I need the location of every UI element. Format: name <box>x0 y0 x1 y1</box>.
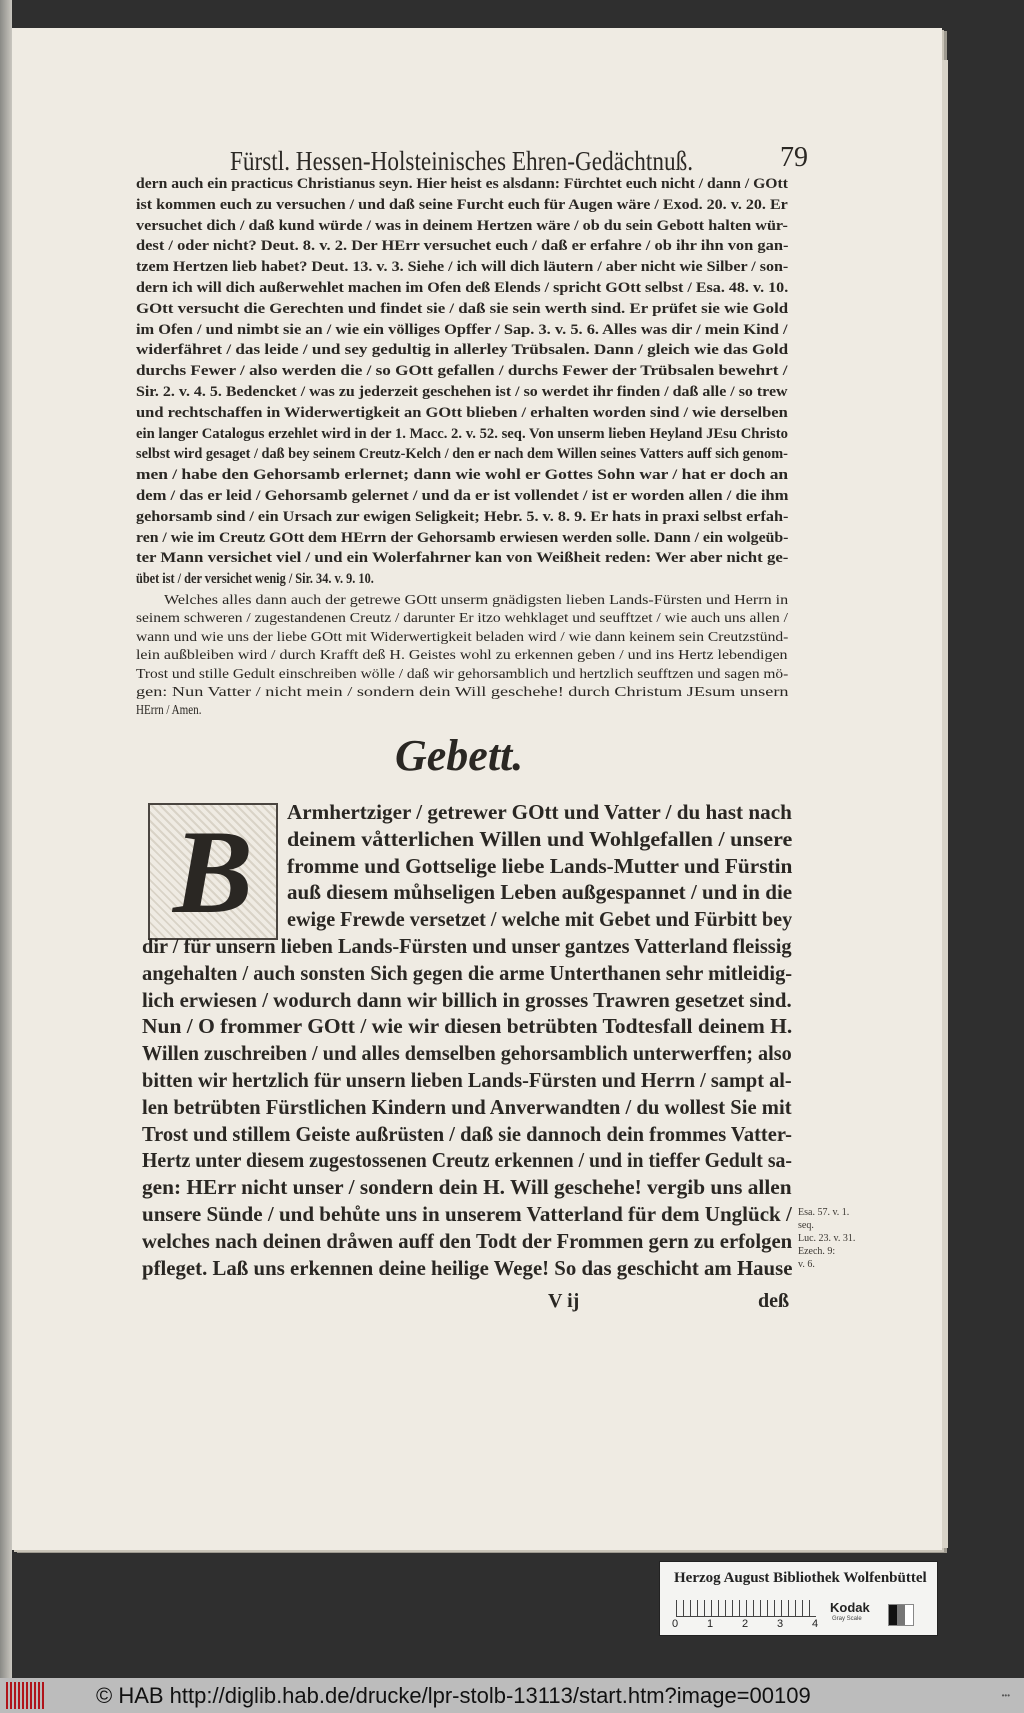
text-line: wann und wie uns der liebe GOtt mit Widerwertigkeit beladen wird / wie dann keinem sein Creutzstünd- <box>136 628 789 644</box>
ruler-number: 2 <box>742 1618 749 1630</box>
page-edge <box>942 60 948 1548</box>
text-line: im Ofen / und nimbt sie an / wie ein völliges Opffer / Sap. 3. v. 5. 6. Alles was dir / mein Kind / <box>136 321 788 338</box>
text-line: ein langer Catalogus erzehlet wird in der 1. Macc. 2. v. 52. seq. Von unserm lieben Heyland JEsu Christo <box>136 425 788 442</box>
text-line: dern ich will dich außerwehlet machen im Ofen deß Elends / spricht GOtt selbst / Esa. 48. v. 10. <box>136 280 789 296</box>
margin-notes <box>798 1206 855 1271</box>
text-line: Trost und stillem Geiste außrüsten / daß sie dannoch dein frommes Vatter- <box>142 1121 793 1146</box>
text-line: HErrn / Amen. <box>136 702 202 718</box>
text-line: ren / wie im Creutz GOtt dem HErrn der Gehorsamb erwiesen werden solle. Dann / ein wolgeüb- <box>136 529 789 546</box>
text-line: fromme und Gottselige liebe Lands-Mutter und Fürstin <box>287 853 793 878</box>
text-line: bitten wir hertzlich für unsern lieben Lands-Fürsten und Herrn / sampt al- <box>142 1068 792 1092</box>
text-line: und rechtschaffen in Widerwertigkeit an GOtt blieben / erhalten worden sind / wie derselben <box>136 404 788 421</box>
ruler-number: 4 <box>812 1618 819 1630</box>
text-line: lein außbleiben wird / durch Krafft deß H. Geistes wohl zu erkennen geben / und ins Hertz lebendigen <box>136 647 788 663</box>
text-line: lich erwiesen / wodurch dann wir billich in grosses Trawren gesetzet sind. <box>142 987 792 1012</box>
gray-scale-swatch <box>888 1604 914 1626</box>
text-line: dest / oder nicht? Deut. 8. v. 2. Der HErr versuchet euch / daß er erfahre / ob ihr ihn von gan- <box>136 238 789 255</box>
text-line: tzem Hertzen lieb habet? Deut. 13. v. 3. Siehe / ich will dich läutern / aber nicht wie Silber / son- <box>136 259 789 276</box>
text-line: men / habe den Gehorsamb erlernet; dann wie wohl er Gottes Sohn war / hat er doch an <box>136 467 789 484</box>
hab-logo-icon <box>6 1682 44 1709</box>
text-line: widerfähret / das leide / und sey gedultig in allerley Trübsalen. Dann / gleich wie das Gold <box>136 342 789 359</box>
text-line: pfleget. Laß uns erkennen deine heilige Wege! So das geschicht am Hause <box>142 1255 793 1280</box>
text-line: versuchet dich / daß kund würde / was in deinem Hertzen wäre / ob du sein Gebott halten wür- <box>136 217 788 234</box>
text-line: Willen zuschreiben / und alles demselben gehorsamblich unterwerffen; also <box>142 1041 792 1066</box>
ruler-number: 1 <box>707 1618 714 1630</box>
text-line: gen: HErr nicht unser / sondern dein H. Will geschehe! vergib uns allen <box>142 1175 792 1200</box>
signature-mark: V ij <box>548 1290 580 1312</box>
margin-note: Ezech. 9: <box>798 1246 836 1257</box>
text-line: Welches alles dann auch der getrewe GOtt unserm gnädigsten lieben Lands-Fürsten und Herrn in <box>164 592 789 607</box>
margin-note: Esa. 57. v. 1. <box>798 1207 850 1218</box>
text-line: gen: Nun Vatter / nicht mein / sondern dein Will geschehe! durch Christum JEsum unsern <box>136 684 789 699</box>
page-number: 79 <box>780 142 808 173</box>
text-line: seinem schweren / zugestandenen Creutz / darunter Er itzo wehklaget und seufftzet / wie auch uns allen / <box>136 610 788 626</box>
running-header <box>230 142 808 180</box>
drop-cap-letter: B <box>172 804 254 938</box>
gray-scale-label: Gray Scale <box>832 1616 862 1622</box>
text-line: Nun / O frommer GOtt / wie wir diesen betrübten Todtesfall deinem H. <box>142 1014 793 1039</box>
text-line: len betrübten Fürstlichen Kindern und Anverwandten / du wollest Sie mit <box>142 1094 792 1119</box>
text-line: GOtt versucht die Gerechten und findet sie / daß sie sein werth sind. Er prüfet sie wie Gold <box>136 300 789 317</box>
ruler-number: 0 <box>672 1618 679 1630</box>
library-color-card <box>659 1561 938 1636</box>
text-line: ist kommen euch zu versuchen / und daß seine Furcht euch für Augen wäre / Exod. 20. v. 20. Er <box>136 196 788 213</box>
text-line: unsere Sünde / und behůte uns in unserem Vatterland für dem Unglück / <box>142 1202 792 1226</box>
footer-corner-mark: ••• <box>1001 1691 1010 1700</box>
text-line: selbst wird gesaget / daß bey seinem Creutz-Kelch / den er nach dem Willen seines Vatters auff sich genom- <box>136 446 788 463</box>
text-line: Trost und stille Gedult einschreiben wölle / daß wir gehorsamblich und hertzlich seufftzen und sagen mö- <box>136 665 789 681</box>
text-line: ewige Frewde versetzet / welche mit Gebet und Fürbitt bey <box>287 907 793 932</box>
scanned-page <box>12 28 942 1550</box>
text-line: welches nach deinen dråwen auff den Todt der Frommen gern zu erfolgen <box>142 1228 793 1253</box>
text-line: dir / für unsern lieben Lands-Fürsten und unser gantzes Vatterland fleissig <box>142 934 792 958</box>
margin-note: v. 6. <box>798 1259 815 1270</box>
kodak-brand: Kodak <box>830 1600 870 1615</box>
margin-note: Luc. 23. v. 31. <box>798 1233 856 1244</box>
text-line: angehalten / auch sonsten Sich gegen die arme Unterthanen sehr mitleidig- <box>142 960 793 985</box>
footer-bar <box>0 1678 1024 1713</box>
text-line: ter Mann versichet viel / und ein Wolerfahrner kan von Weißheit reden: Wer aber nicht ge- <box>136 550 789 567</box>
text-line: deinem våtterlichen Willen und Wohlgefallen / unsere <box>287 826 793 851</box>
scale-ruler <box>676 1600 816 1617</box>
header-title: Fürstl. Hessen-Holsteinisches Ehren-Gedächtnuß. <box>230 146 694 176</box>
footer-url[interactable]: © HAB http://diglib.hab.de/drucke/lpr-stolb-13113/start.htm?image=00109 <box>96 1683 811 1708</box>
ornamental-drop-cap <box>148 803 278 940</box>
ruler-number: 3 <box>777 1618 784 1630</box>
margin-note: seq. <box>798 1220 814 1231</box>
text-line: dem / das er leid / Gehorsamb gelernet / und da er ist vollendet / ist er worden allen / die ihm <box>136 488 789 504</box>
text-line: Sir. 2. v. 4. 5. Bedencket / was zu jederzeit geschehen ist / so werdet ihr finden / daß alle / so trew <box>136 384 788 400</box>
text-line: durchs Fewer / also werden die / so GOtt gefallen / durchs Fewer der Trübsalen bewehrt / <box>136 363 788 380</box>
text-line: auß diesem můhseligen Leben außgespannet / und in die <box>287 880 793 905</box>
text-line: gehorsamb sind / ein Ursach zur ewigen Seligkeit; Hebr. 5. v. 8. 9. Er hats in praxi selbst erfah- <box>136 508 789 525</box>
text-line: übet ist / der versichet wenig / Sir. 34. v. 9. 10. <box>136 571 374 588</box>
text-line: Hertz unter diesem zugestossenen Creutz erkennen / und in tieffer Gedult sa- <box>142 1148 793 1173</box>
text-line: dern auch ein practicus Christianus seyn. Hier heist es alsdann: Fürchtet euch nicht / dann / GOtt <box>136 176 788 192</box>
book-spine <box>0 0 12 1678</box>
prayer-title: Gebett. <box>395 731 524 780</box>
institution-name: Herzog August Bibliothek Wolfenbüttel <box>674 1570 927 1586</box>
text-line: Armhertziger / getrewer GOtt und Vatter / du hast nach <box>287 800 792 824</box>
catchword: deß <box>758 1290 790 1312</box>
